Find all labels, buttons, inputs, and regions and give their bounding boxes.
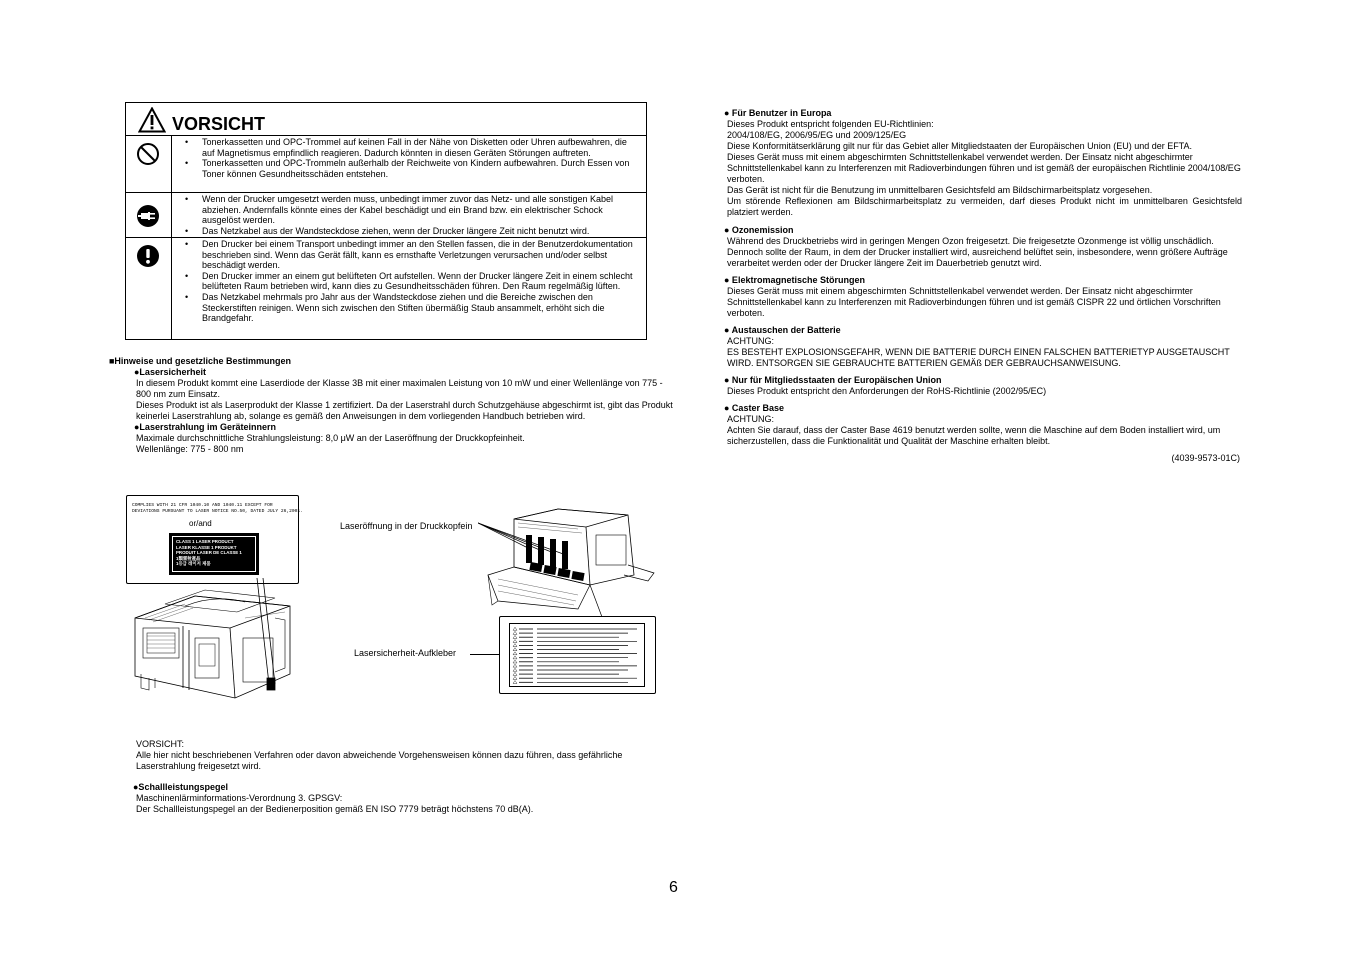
printer-open-illustration <box>478 505 660 617</box>
europe-line: Dieses Gerät muss mit einem abgeschirmten Schnittstellenkabel verwendet werden. Der Einsatz nicht abgeschirmter Schnittstellenkabel kann zu Interferenzen mit Radioverbindungen führen und ist gemäß der europäischen Richtlinie 2004/108/EG verboten. <box>727 152 1241 184</box>
emc-text: Dieses Gerät muss mit einem abgeschirmten Schnittstellenkabel verwendet werden. Der Einsatz nicht abgeschirmter Schnittstellenkabel kann zu Interferenzen mit Radioverbindungen führen und ist gemäß CISPR 22 und örtlichen Vorschriften verboten. <box>727 286 1221 318</box>
sticker-warning-glyph <box>513 676 517 679</box>
class1-line: CLASS 1 LASER PRODUCT <box>176 539 234 544</box>
sticker-warning-glyph <box>513 652 517 655</box>
sticker-warning-glyph <box>513 664 517 667</box>
europe-line: Um störende Reflexionen am Bildschirmarbeitsplatz zu vermeiden, darf dieses Produkt nicht im unmittelbaren Gesichtsfeld platziert werden. <box>727 196 1242 217</box>
sticker-warning-glyph <box>513 681 517 684</box>
laser-opening-callout: Laseröffnung in der Druckkopfein <box>340 521 473 531</box>
safety-sticker-callout: Lasersicherheit-Aufkleber <box>354 648 457 658</box>
compliance-line: DEVIATIONS PURSUANT TO LASER NOTICE NO.50, DATED JULY 26,2001. <box>132 509 303 514</box>
page-number: 6 <box>669 879 678 896</box>
laser-caution-note <box>136 739 666 772</box>
emc-heading: ● Elektromagnetische Störungen <box>724 275 865 285</box>
compliance-text <box>132 503 303 515</box>
europe-line: Diese Konformitätserklärung gilt nur für das Gebiet aller Mitgliedstaaten der Europäischen Union (EU) und der EFTA. <box>727 141 1193 151</box>
caster-base-label: ACHTUNG: <box>727 414 774 424</box>
class1-line: PRODUIT LASER DE CLASSE 1 <box>176 550 242 556</box>
class1-line: 1등급 레이저 제품 <box>176 561 211 567</box>
caution-list <box>126 239 646 324</box>
sticker-warning-glyph <box>513 635 517 638</box>
sticker-warning-glyph <box>513 648 517 651</box>
sound-level-section <box>133 782 673 815</box>
regulatory-section <box>109 356 674 455</box>
europe-line: Dieses Produkt entspricht folgenden EU-Richtlinien: <box>727 119 934 129</box>
caution-item: • Den Drucker bei einem Transport unbedingt immer an den Stellen fassen, die in der Benutzerdokumentation beschrieben sind. Wenn das Gerät fällt, kann es ernsthafte Verletzungen verursachen und/oder selbst beschädigt werden. <box>202 239 640 271</box>
laser-caution-text: Alle hier nicht beschriebenen Verfahren oder davon abweichende Vorgehensweisen können dazu führen, dass gefährliche Laserstrahlung freigesetzt wird. <box>136 750 623 771</box>
europe-heading: ● Für Benutzer in Europa <box>724 108 832 118</box>
laser-radiation-text: Wellenlänge: 775 - 800 nm <box>136 444 244 454</box>
caution-item: • Das Netzkabel mehrmals pro Jahr aus der Wandsteckdose ziehen und die Bereiche zwischen den Steckerstiften reinigen. Wenn sich zwischen den Stiften übermäßig Staub ansammelt, erhöht sich die Brandgefahr. <box>202 292 640 324</box>
sound-level-line: Maschinenlärminformations-Verordnung 3. GPSGV: <box>136 793 343 803</box>
laser-safety-paragraph: In diesem Produkt kommt eine Laserdiode der Klasse 3B mit einer maximalen Leistung von 10 mW und einer Wellenlänge von 775 - 800 nm zum Einsatz. <box>136 378 663 399</box>
caution-item: • Wenn der Drucker umgesetzt werden muss, unbedingt immer zuvor das Netz- und alle sonstigen Kabel abziehen. Andernfalls könnte eines der Kabel beschädigt und ein Brand bzw. ein elektrischer Schock ausgelöst werden. <box>202 194 640 226</box>
sticker-warning-glyph <box>513 640 517 643</box>
ozone-heading: ● Ozonemission <box>724 225 794 235</box>
sticker-warning-glyph <box>513 644 517 647</box>
caution-row-magnet <box>126 136 646 193</box>
class1-label-inner <box>172 536 256 572</box>
warning-triangle-icon <box>138 107 166 133</box>
caution-header <box>126 103 646 136</box>
eu-members-heading: ● Nur für Mitgliedsstaaten der Europäischen Union <box>724 375 942 385</box>
caution-row-unplug <box>126 193 646 238</box>
caution-title: VORSICHT <box>172 114 266 134</box>
class1-laser-label <box>169 533 259 575</box>
sticker-lines <box>513 627 637 683</box>
label-leader-lines <box>255 578 285 688</box>
laser-caution-label: VORSICHT: <box>136 739 185 749</box>
eu-members-text: Dieses Produkt entspricht den Anforderungen der RoHS-Richtlinie (2002/95/EC) <box>727 386 1047 396</box>
laser-safety-paragraph: Dieses Produkt ist als Laserprodukt der Klasse 1 zertifiziert. Da der Laserstrahl durch Schutzgehäuse abgeschirmt ist, gibt das Produkt keinerlei Laserstrahlung ab, solange es gemäß den Anweisungen in dem vorliegenden Handbuch betrieben wird. <box>136 400 673 421</box>
laser-safety-heading: ●Lasersicherheit <box>134 367 206 377</box>
unplug-icon <box>136 204 160 228</box>
sticker-warning-glyph <box>513 627 517 630</box>
caution-table <box>125 102 647 340</box>
europe-line: Das Gerät ist nicht für die Benutzung im unmittelbaren Gesichtsfeld am Bildschirmarbeitsplatz vorgesehen. <box>727 185 1153 195</box>
caution-item: • Das Netzkabel aus der Wandsteckdose ziehen, wenn der Drucker längere Zeit nicht benutzt wird. <box>202 226 640 237</box>
caution-item: • Den Drucker immer an einem gut belüfteten Ort aufstellen. Wenn der Drucker längere Zeit in einem schlecht belüfteten Raum betrieben wird, kann dies zu Gesundheitsschäden führen. Den Raum regelmäßig lüften. <box>202 271 640 292</box>
sticker-warning-glyph <box>513 668 517 671</box>
document-code: (4039-9573-01C) <box>1171 453 1240 463</box>
laser-radiation-heading: ●Laserstrahlung im Geräteinnern <box>134 422 276 432</box>
exclamation-icon <box>136 244 160 268</box>
sticker-artwork <box>509 623 645 687</box>
laser-warning-sticker <box>499 616 656 694</box>
sticker-warning-glyph <box>513 660 517 663</box>
sticker-warning-glyph <box>513 656 517 659</box>
icon-cell <box>126 238 172 340</box>
sticker-warning-glyph <box>513 672 517 675</box>
right-column <box>724 108 1242 464</box>
regulatory-heading: ■Hinweise und gesetzliche Bestimmungen <box>109 356 291 366</box>
compliance-label-box <box>126 495 303 584</box>
sticker-warning-glyph <box>513 631 517 634</box>
caution-item: • Tonerkassetten und OPC-Trommeln außerhalb der Reichweite von Kindern aufbewahren. Durch Essen von Toner können Gesundheitsschäden entstehen. <box>202 158 640 179</box>
or-and-label: or/and <box>189 519 212 528</box>
caution-row-transport <box>126 238 646 340</box>
caster-base-text: Achten Sie darauf, dass der Caster Base 4619 benutzt werden sollte, wenn die Maschine auf dem Boden installiert wird, um sicherzustellen, dass die Funktionalität und Qualität der Maschine erhalten bleibt. <box>727 425 1221 446</box>
sound-level-line: Der Schallleistungspegel an der Bedienerposition gemäß EN ISO 7779 beträgt höchstens 70 dB(A). <box>136 804 534 814</box>
ozone-text: Während des Druckbetriebs wird in geringen Mengen Ozon freigesetzt. Die freigesetzte Ozonmenge ist völlig unschädlich. Dennoch sollte der Raum, in dem der Drucker installiert wird, ausreichend belüftet sein, insbesondere, wenn größere Aufträge verarbeitet werden oder der Drucker längere Zeit im Dauerbetrieb genutzt wird. <box>727 236 1228 268</box>
sticker-leader-line <box>470 654 500 655</box>
europe-line: 2004/108/EG, 2006/95/EG und 2009/125/EG <box>727 130 907 140</box>
battery-text: ES BESTEHT EXPLOSIONSGEFAHR, WENN DIE BATTERIE DURCH EINEN FALSCHEN BATTERIETYP AUSGETAUSCHT WIRD. ENTSORGEN SIE GEBRAUCHTE BATTERIEN GEMÄß DER GEBRAUCHSANWEISUNG. <box>727 347 1230 368</box>
battery-label: ACHTUNG: <box>727 336 774 346</box>
compliance-line: COMPLIES WITH 21 CFR 1040.10 AND 1040.11 EXCEPT FOR <box>132 503 273 508</box>
class1-line: 1類雷射產品 <box>176 555 201 561</box>
caution-item: • Tonerkassetten und OPC-Trommel auf keinen Fall in der Nähe von Disketten oder Uhren aufbewahren, die auf Magnetismus empfindlich reagieren. Dadurch könnten in diesen Geräten Störungen auftreten. <box>202 137 640 158</box>
battery-heading: ● Austauschen der Batterie <box>724 325 841 335</box>
caution-list <box>126 194 646 236</box>
caster-base-heading: ● Caster Base <box>724 403 784 413</box>
laser-radiation-text: Maximale durchschnittliche Strahlungsleistung: 8,0 μW an der Laseröffnung der Druckkopfeinheit. <box>136 433 525 443</box>
icon-cell <box>126 193 172 237</box>
icon-cell <box>126 136 172 192</box>
class1-line: LASER KLASSE 1 PRODUKT <box>176 544 237 550</box>
sound-level-heading: ●Schallleistungspegel <box>133 782 228 792</box>
prohibited-icon <box>136 142 160 166</box>
caution-list <box>126 137 646 179</box>
